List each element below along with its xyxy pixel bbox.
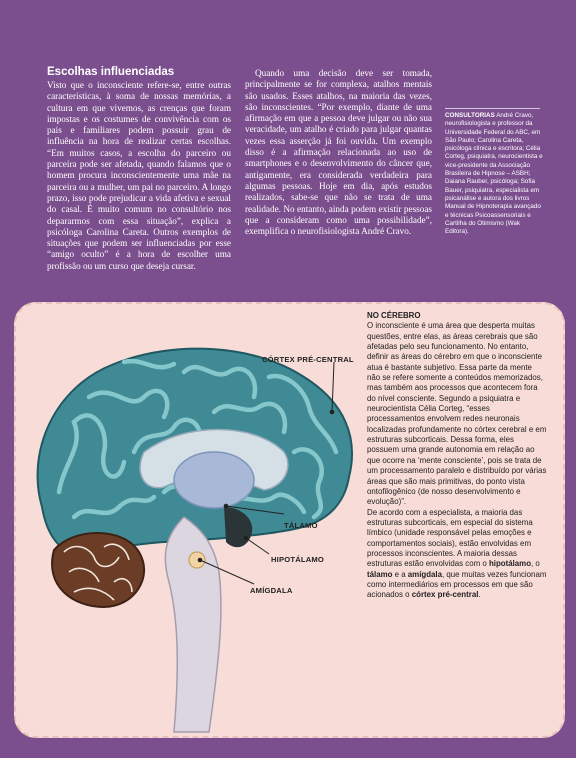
label-cortex-pre-central: CÓRTEX PRÉ-CENTRAL [262,355,354,364]
consultorias-credits [445,112,543,236]
brain-sidebar [367,311,547,601]
term-talamo: tálamo [367,569,393,579]
brain-illustration [14,302,374,734]
brainstem-shape [165,517,221,732]
article-column-1: Visto que o inconsciente refere-se, entre outras características, à soma de nossas memórias, a cultura em que vivemos, as crenças que foram impostas e os costumes de convivência com os pais e familiares podem possuir grau de influência na hora de realizar certas escolhas. “Em muitos casos, a escolha do parceiro ou parceira pode ser afetada, quando falamos que o homem procura inconscientemente uma mãe na parceira ou a mulher, um pai no parceiro. A longo prazo, isso pode prejudicar a vida afetiva e sexual do casal. É muito comum no consultório nos depararmos com essa situação”, explica a psicóloga Carolina Careta. Outros exemplos de situações que podem ser influenciadas por esse “amigo oculto” é a hora de escolher uma profissão ou um curso que deseja cursar. [47,80,231,271]
cerebellum-shape [52,533,144,607]
term-hipotalamo: hipotálamo [488,559,532,569]
sidebar-paragraph-1: O inconsciente é uma área que desperta muitas questões, entre elas, as áreas cerebrais que são afetadas pelo seu funcionamento. No entanto, definir as áreas do cérebro em que o inconsciente atua é bastante subjetivo. Essa parte da mente não se refere somente a conteúdos memorizados, mas também aos processos que acontecem fora do nível consciente. Segundo a psiquiatra e neurocientista Célia Corteg, “esses processamentos envolvem redes neuronais localizadas profundamente no córtex cerebral e em estruturas subcorticais. Dessa forma, eles possuem uma grande autonomia em relação ao que ocorre na ‘mente consciente’, pois se trata de um processamento paralelo e distribuído por várias áreas que são mais primitivas, do ponto vista ontofilogênico (de nosso desenvolvimento e evolução)”. [367,321,547,507]
consultorias-label: CONSULTORIAS [445,112,495,119]
article-column-2: Quando uma decisão deve ser tomada, principalmente se for complexa, atalhos mentais são usados. Esses atalhos, na maioria das vezes, são inconscientes. “Por exemplo, diante de uma afirmação em que a pessoa deve julgar ou não sua veracidade, um atalho é criado para julgar quantas vezes essa asserção já foi ouvida. Um exemplo disso é a afirmação relacionada ao uso de smartphones e o desenvolvimento do câncer que, antigamente, era considerada verdadeira para algumas pessoas. Hoje em dia, após estudos realizados, sabe-se que não se trata de uma realidade. No entanto, ainda podem existir pessoas que a consideram como uma possibilidade”, exemplifica o neurofisiologista André Cravo. [245,68,432,237]
sidebar-title: NO CÉREBRO [367,311,421,320]
term-amigdala: amígdala [407,569,443,579]
label-talamo: TÁLAMO [284,521,318,530]
consultorias-text: André Cravo, neurofisiologista e professor da Universidade Federal do ABC, em São Paulo; Carolina Careta, psicóloga clínica e escritora; Célia Corteg, psiquiatra, neurocientista e vice-presidente da Associação Brasileira de Hipnose – ASBH; Daiana Rauber, psicóloga; Sofia Bauer, psiquiatra, especialista em psicanálise e autora dos livros Manual de Hipnoterapia avançado e técnicas Psicoassensoriais e Cartilha do Otimismo (Wak Editora). [445,112,543,236]
consultorias-divider [445,108,540,109]
term-cortex: córtex pré-central [411,590,479,600]
sidebar-paragraph-2: De acordo com a especialista, a maioria das estruturas subcorticais, em especial do sistema límbico (unidade responsável pelas emoções e comportamentos sociais), estão envolvidas em processos inconscientes. A maioria dessas estruturas estão envolvidas com o hipotálamo, o tálamo e a amígdala, que muitas vezes funcionam como intermediários em processos em que são acionados o córtex pré-central. [367,507,547,600]
label-amigdala: AMÍGDALA [250,586,293,595]
label-hipotalamo: HIPOTÁLAMO [271,555,325,564]
section-heading: Escolhas influenciadas [47,66,175,78]
thalamus-shape [174,452,254,508]
amygdala-shape [189,552,205,568]
